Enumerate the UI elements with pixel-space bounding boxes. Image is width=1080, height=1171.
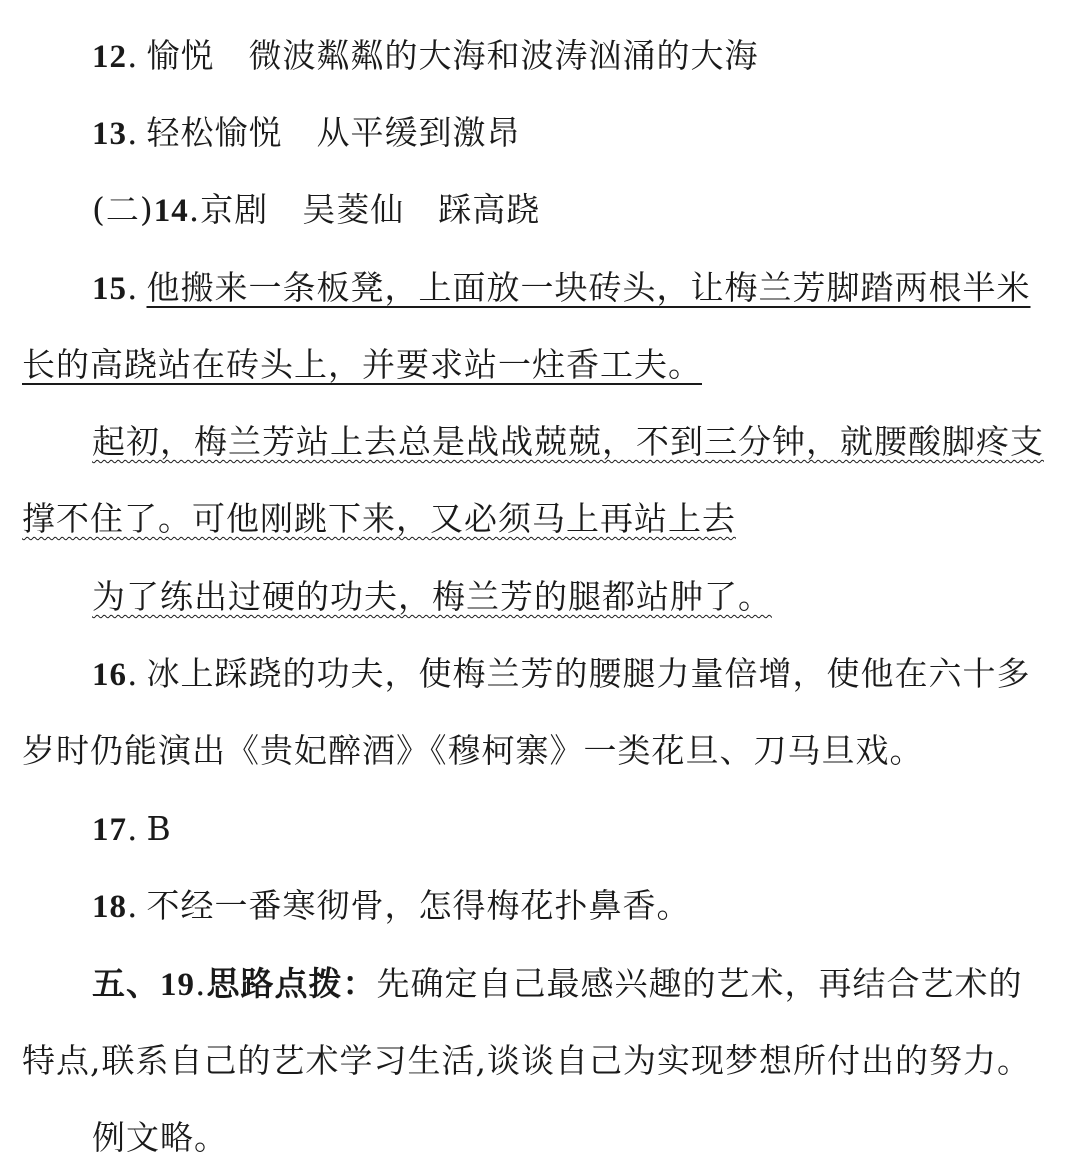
answer-line-15-wavy2 xyxy=(22,499,736,539)
number-dot: . xyxy=(127,886,139,925)
answer-16-text1: 冰上踩跷的功夫，使梅兰芳的腰腿力量倍增，使他在六十多 xyxy=(146,654,1031,693)
answer-line-18 xyxy=(92,886,691,926)
answer-line-13 xyxy=(92,113,521,153)
answer-14b: 吴菱仙 xyxy=(302,190,405,229)
number-dot: . xyxy=(127,36,139,75)
answer-17: B xyxy=(146,809,172,848)
answer-line-15-wavy3 xyxy=(92,577,772,617)
answer-13a: 轻松愉悦 xyxy=(146,113,283,152)
answer-line-19 xyxy=(92,964,1023,1004)
section-marker-5: 五、 xyxy=(92,964,160,1003)
question-number-14: 14 xyxy=(153,193,189,229)
wavy-sentence-1: 起初，梅兰芳站上去总是战战兢兢，不到三分钟，就腰酸脚疼支 xyxy=(92,422,1044,461)
answer-19-text2: 特点,联系自己的艺术学习生活,谈谈自己为实现梦想所付出的努力。 xyxy=(22,1041,1031,1080)
hint-label: 思路点拨： xyxy=(206,964,377,1003)
question-number-19: 19 xyxy=(160,967,195,1003)
number-dot: . xyxy=(188,190,201,229)
answer-13b: 从平缓到激昂 xyxy=(316,113,521,152)
underlined-sentence-2: 长的高跷站在砖头上，并要求站一炷香工夫。 xyxy=(22,345,702,384)
answer-line-17 xyxy=(92,809,172,849)
number-dot: . xyxy=(127,654,139,693)
wavy-sentence-2: 撑不住了。可他刚跳下来，又必须马上再站上去 xyxy=(22,499,736,538)
number-dot: . xyxy=(127,809,139,848)
wavy-sentence-3: 为了练出过硬的功夫，梅兰芳的腿都站肿了。 xyxy=(92,577,772,616)
answer-line-15 xyxy=(92,268,1031,308)
answer-18: 不经一番寒彻骨，怎得梅花扑鼻香。 xyxy=(146,886,691,925)
question-number-17: 17 xyxy=(92,812,127,848)
answer-12a: 愉悦 xyxy=(146,36,215,75)
number-dot: . xyxy=(127,113,139,152)
answer-19-text3: 例文略。 xyxy=(92,1118,228,1157)
answer-line-19-cont xyxy=(22,1041,1031,1081)
answer-line-15-wavy1 xyxy=(92,422,1044,462)
section-marker-2: (二) xyxy=(92,190,154,229)
answer-line-12 xyxy=(92,36,759,76)
question-number-13: 13 xyxy=(92,116,127,152)
answer-16-text2: 岁时仍能演出《贵妃醉酒》《穆柯寨》一类花旦、刀马旦戏。 xyxy=(22,731,924,770)
answer-line-16-cont xyxy=(22,731,924,771)
answer-line-15-cont xyxy=(22,345,702,385)
answer-14c: 踩高跷 xyxy=(438,190,541,229)
answer-line-14 xyxy=(92,190,540,230)
number-dot: . xyxy=(127,268,139,307)
question-number-12: 12 xyxy=(92,39,127,75)
number-dot: . xyxy=(195,964,207,1003)
answer-line-16 xyxy=(92,654,1031,694)
question-number-15: 15 xyxy=(92,271,127,307)
underlined-sentence-1: 他搬来一条板凳，上面放一块砖头，让梅兰芳脚踏两根半米 xyxy=(146,268,1031,307)
question-number-18: 18 xyxy=(92,889,127,925)
answer-19-text1: 先确定自己最感兴趣的艺术，再结合艺术的 xyxy=(376,964,1023,1003)
answer-14a: 京剧 xyxy=(200,190,269,229)
answer-12b: 微波粼粼的大海和波涛汹涌的大海 xyxy=(248,36,759,75)
answer-line-19-example xyxy=(92,1118,228,1158)
question-number-16: 16 xyxy=(92,657,127,693)
